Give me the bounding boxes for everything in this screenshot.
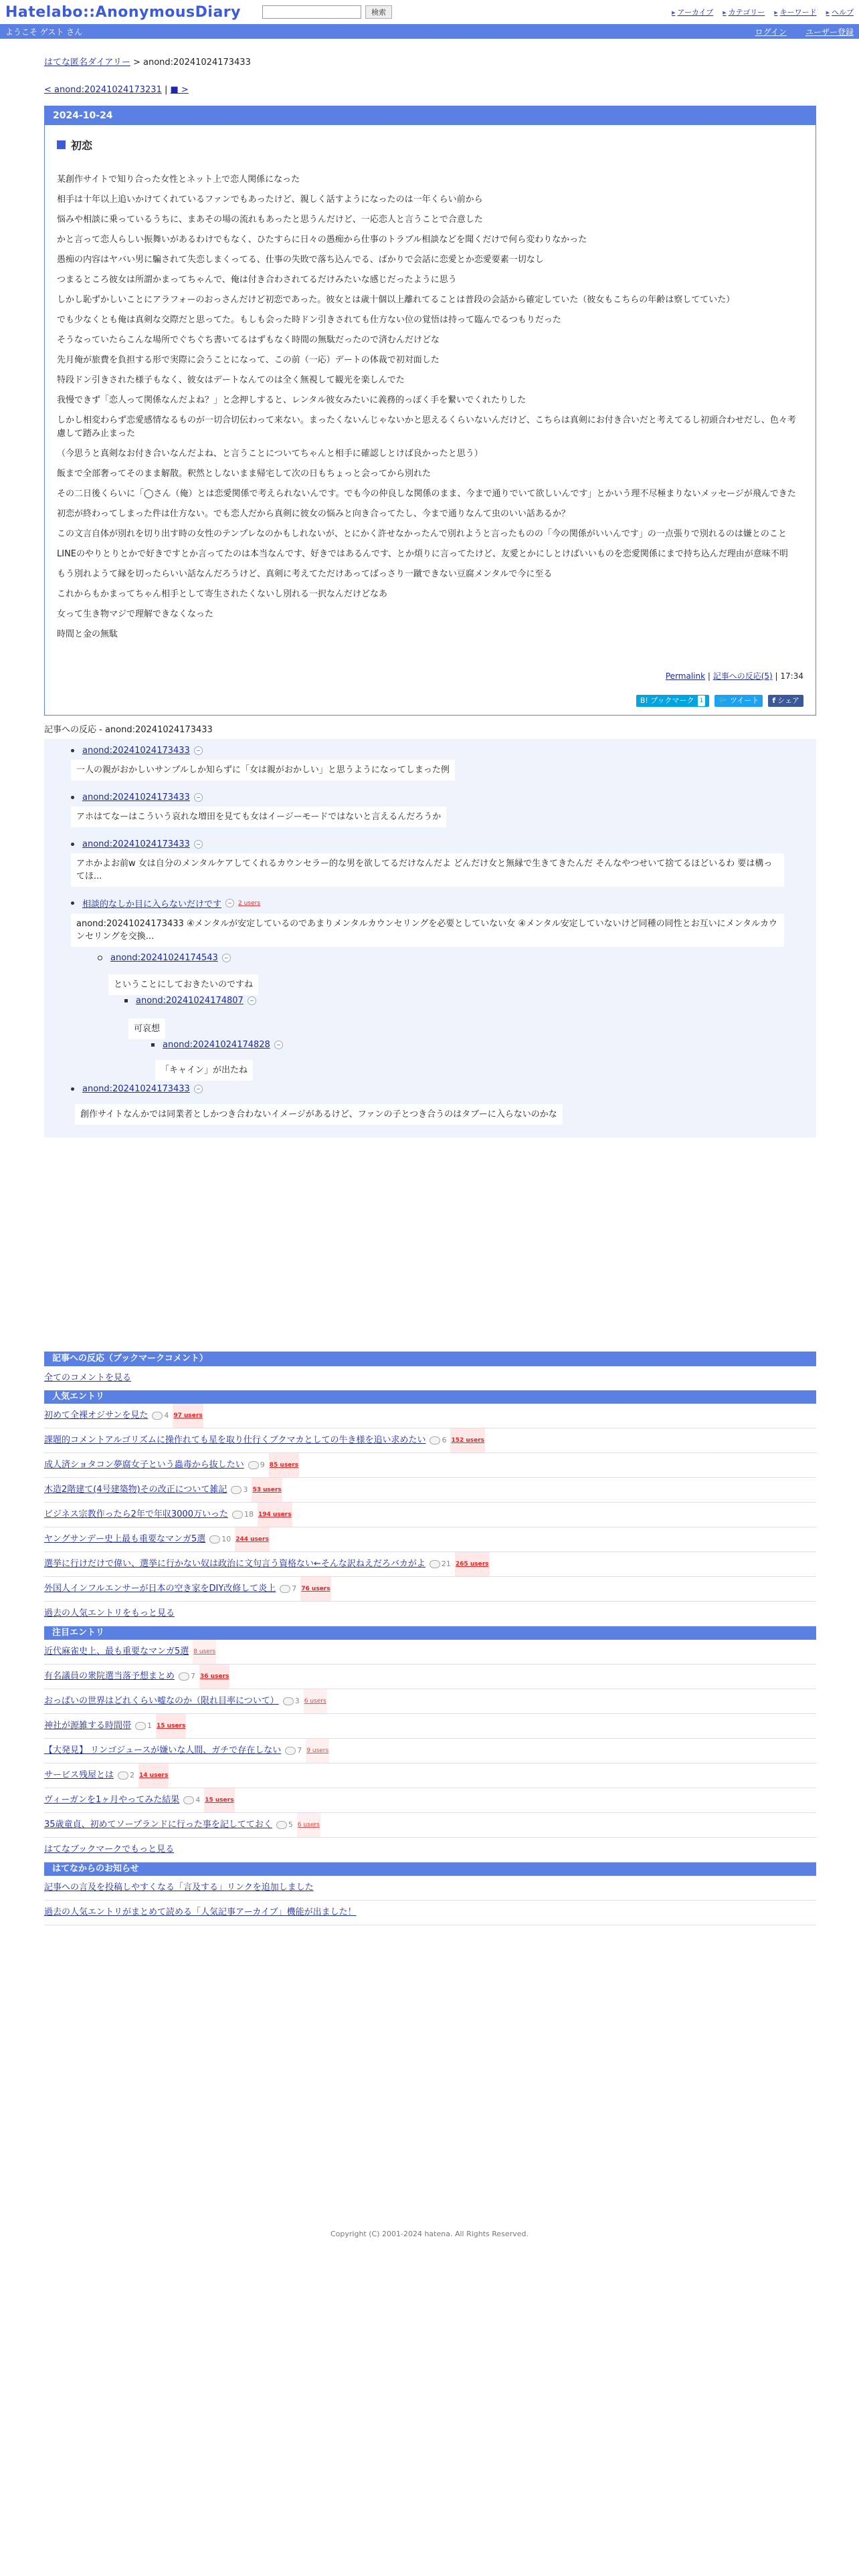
expand-icon[interactable]: − [225, 899, 234, 907]
entry-paragraph: 飯まで全部奢ってそのまま解散。釈然としないまま帰宅して次の日もちょっと会ってから別れた [57, 469, 432, 479]
reaction-title-link[interactable]: 相談的なしか目に入らないだけです [82, 899, 222, 909]
register-link[interactable]: ユーザー登録 [805, 27, 854, 37]
entry-link[interactable]: 初めて全裸オジサンを見た [44, 1410, 149, 1420]
nav-keyword-link[interactable]: ▶ キーワード [774, 7, 816, 17]
entry-paragraph: これからもかまってちゃん相手として寄生されたくないし別れる一択なんだけどなあ [57, 589, 388, 599]
entry-row [44, 1813, 816, 1838]
main-content [44, 55, 816, 1925]
reactions-title: 記事への反応 - anond:20241024173433 [44, 725, 213, 735]
entry-link[interactable]: 成人済ショタコン夢腐女子という蟲毒から抜したい [44, 1460, 244, 1470]
entry-link[interactable]: ビジネス宗教作ったら2年で年収3000万いった [44, 1509, 228, 1519]
reaction-text: 可哀想 [128, 1018, 165, 1039]
hatena-bookmark-button[interactable]: B! ブックマーク 1 [636, 695, 709, 707]
entry-link[interactable]: 近代麻雀史上、最も重要なマンガ5選 [44, 1646, 189, 1656]
entry-paragraph: 先月俺が旅費を負担する形で実際に会うことになって、この前（一応）デートの体裁で初対面した [57, 355, 440, 365]
reaction-text: 一人の親がおかしいサンプルしか知らずに「女は親がおかしい」と思うようになってしまった例 [71, 760, 455, 780]
bookmark-count: 1 [698, 695, 706, 706]
entry-footer: Permalink | 記事への反応(5) | 17:34 [665, 671, 803, 681]
entry-link[interactable]: サービス残屋とは [44, 1770, 114, 1780]
entry-paragraph: 某創作サイトで知り合った女性とネット上で恋人関係になった [57, 175, 300, 185]
noted-entries-header: 注目エントリ [44, 1626, 816, 1640]
comment-bubble-icon [135, 1722, 146, 1730]
entry-row [44, 1665, 816, 1689]
popular-more-link[interactable]: 過去の人気エントリをもっと見る [44, 1608, 175, 1618]
entry-link[interactable]: ヴィーガンを1ヶ月やってみた結果 [44, 1795, 180, 1805]
users-badge[interactable]: 6 users [297, 1813, 320, 1837]
user-bar [0, 24, 859, 39]
breadcrumb-home-link[interactable]: はてな匿名ダイアリー [44, 58, 130, 68]
users-badge[interactable]: 15 users [204, 1788, 234, 1812]
entry-time: 17:34 [780, 671, 803, 681]
top-nav [672, 7, 854, 17]
comment-count[interactable]: 4 [183, 1788, 200, 1812]
entry-paragraph: この文言自体が別れを切り出す時の女性のテンプレなのかもしれないが、とにかく許せなかったんで別れようと言ったものの「今の関係がいいんです」の一点張りで別れるのは嫌とのこと [57, 529, 787, 539]
comment-bubble-icon [283, 1697, 294, 1705]
popular-more-row [44, 1602, 816, 1626]
popular-entries-list [44, 1404, 816, 1602]
reactions-count-link[interactable]: 記事への反応(5) [712, 671, 773, 681]
entry-paragraph: 女って生き物マジで理解できなくなった [57, 609, 214, 619]
expand-icon[interactable]: − [274, 1041, 283, 1049]
comment-count[interactable]: 5 [276, 1813, 293, 1837]
share-buttons [57, 695, 803, 707]
entry-link[interactable]: 外国人インフルエンサーが日本の空き家をDIY改修して炎上 [44, 1584, 276, 1594]
reaction-text: 「キャイン」が出たね [155, 1060, 253, 1081]
search-input[interactable] [262, 5, 361, 19]
entry-paragraph: 悩みや相談に乗っているうちに、まあその場の流れもあったと思うんだけど、一応恋人と言うことで合意した [57, 215, 483, 225]
comment-count[interactable]: 2 [118, 1763, 134, 1788]
entry-row [44, 1527, 816, 1552]
reaction-link[interactable]: anond:20241024174807 [136, 996, 244, 1006]
news-link[interactable]: 過去の人気エントリがまとめて読める「人気記事アーカイブ」機能が出ました！ [44, 1907, 357, 1917]
users-badge[interactable]: 53 users [252, 1478, 282, 1502]
noted-more-link[interactable]: はてなブックマークでもっと見る [44, 1844, 175, 1854]
reaction-item [71, 897, 793, 947]
comment-bubble-icon [248, 1461, 259, 1469]
reactions-tree [44, 739, 816, 1014]
comment-bubble-icon [430, 1436, 440, 1444]
reaction-item-nested [98, 953, 231, 963]
nav-help-link[interactable]: ▶ ヘルプ [826, 7, 854, 17]
users-badge[interactable]: 14 users [138, 1763, 169, 1788]
reaction-item [71, 1084, 203, 1094]
entry-paragraph: かと言って恋人らしい振舞いがあるわけでもなく、ひたすらに日々の愚痴から仕事のトラブル相談などを聞くだけで何ら変わりなかった [57, 235, 587, 245]
users-badge[interactable]: 76 users [300, 1577, 330, 1601]
entry-paragraph: 初恋が終わってしまった件は仕方ない。でも恋人だから真剣に彼女の悩みと向き合ってたし、今まで通りなんて虫のいい話あるか？ [57, 509, 570, 519]
day-date: 2024-10-24 [45, 106, 816, 125]
reaction-text: anond:20241024173433 ④メンタルが安定しているのであまりメンタルカウンセリングを必要としていない女 ④メンタル安定していないけど同種の同性とお互いにメンタルカウンセリングを交換... [71, 914, 784, 947]
entry-row [44, 1503, 816, 1527]
welcome-text: ようこそ ゲスト さん [5, 27, 83, 37]
bookmark-comments-header: 記事への反応（ブックマークコメント） [44, 1352, 816, 1366]
reaction-text: アホかよお前w 女は自分のメンタルケアしてくれるカウンセラー的な男を欲してるだけなんだよ どんだけ女と無縁で生きてきたんだ そんなやつせいて捨てるほどいるわ 要は構ってほ... [71, 853, 784, 887]
comment-bubble-icon [231, 1486, 242, 1494]
comment-bubble-icon [276, 1821, 287, 1829]
nav-archive-link[interactable]: ▶ アーカイブ [672, 7, 713, 17]
entry-title [57, 137, 803, 152]
entry-link[interactable]: 課題的コメントアルゴリズムに操作れても星を取り仕行くブクマカとしての牛き様を追い求めたい [44, 1435, 426, 1445]
comment-bubble-icon [179, 1673, 189, 1681]
comment-count[interactable]: 9 [248, 1453, 265, 1477]
entry-paragraph: 時間と金の無駄 [57, 629, 118, 639]
comment-count[interactable]: 7 [179, 1665, 195, 1689]
users-badge[interactable]: 244 users [235, 1527, 270, 1551]
users-badge[interactable]: 15 users [156, 1714, 186, 1738]
comment-count[interactable]: 4 [152, 1404, 169, 1428]
entry-link[interactable]: ヤングサンデー史上最も重要なマンガ5選 [44, 1534, 206, 1544]
entry-row [44, 1404, 816, 1428]
entry-row [44, 1478, 816, 1503]
tweet-button[interactable]: 🐦 ツイート [714, 695, 763, 707]
nav-category-link[interactable]: ▶ カテゴリー [723, 7, 765, 17]
entry-paragraph: 愚痴の内容はヤバい男に騙されて失恋しまくってる、仕事の失敗で落ち込んでる、ばかりで会話に恋愛とか恋愛要素一切なし [57, 255, 544, 265]
entry-link[interactable]: 35歳童貞、初めてソープランドに行った事を記してておく [44, 1820, 272, 1830]
comment-count[interactable]: 10 [209, 1527, 231, 1551]
users-badge[interactable]: 6 users [304, 1689, 327, 1713]
comment-bubble-icon [430, 1560, 440, 1568]
all-comments-row [44, 1366, 816, 1390]
reaction-link[interactable]: anond:20241024174828 [163, 1040, 270, 1050]
entry-row [44, 1714, 816, 1739]
entry-link[interactable]: 神社が源雑する時間帯 [44, 1721, 132, 1731]
comment-bubble-icon [118, 1772, 128, 1780]
facebook-icon: f [772, 696, 776, 705]
login-link[interactable]: ログイン [755, 27, 787, 37]
comment-count[interactable]: 7 [285, 1739, 302, 1763]
reaction-item-nested [124, 996, 256, 1006]
twitter-bird-icon: 🐦 [719, 696, 728, 705]
users-badge[interactable]: 152 users [450, 1428, 485, 1453]
reaction-link[interactable]: anond:20241024173433 [82, 839, 190, 849]
users-badge[interactable]: 85 users [269, 1453, 299, 1477]
breadcrumb-current: anond:20241024173433 [143, 58, 251, 68]
prev-entry-link[interactable]: < anond:20241024173231 [44, 85, 162, 95]
entry-row [44, 1788, 816, 1813]
comment-bubble-icon [183, 1796, 194, 1804]
entry-link[interactable]: 木造2階建て(4号建築物)その改正について雑記 [44, 1485, 227, 1495]
reaction-text: 創作サイトなんかでは同業者としかつき合わないイメージがあるけど、ファンの子とつき合うのはタブーに入らないのかな [75, 1104, 563, 1125]
users-badge[interactable]: 8 users [193, 1640, 216, 1664]
comment-count[interactable]: 3 [231, 1478, 248, 1502]
news-item [44, 1901, 816, 1925]
users-badge[interactable]: 97 users [173, 1404, 203, 1428]
all-comments-link[interactable]: 全てのコメントを見る [44, 1373, 132, 1383]
next-entry-link[interactable]: ■ > [170, 85, 189, 95]
comment-bubble-icon [209, 1535, 220, 1543]
entry-paragraph: しかし相変わらず恋愛感情なるものが一切合切伝わって来ない。まったくないんじゃないかと思えるくらいないんだけど、こちらは真剣にお付き合いだと考えてるし初頭合わせだし、色々考慮して踏み止まった [57, 415, 796, 439]
entry-row [44, 1689, 816, 1714]
entry-paragraph: 相手は十年以上追いかけてくれているファンでもあったけど、親しく話すようになったのは一年くらい前から [57, 195, 483, 205]
users-badge[interactable]: 265 users [455, 1552, 490, 1576]
expand-icon[interactable]: − [194, 840, 203, 849]
comment-count[interactable]: 21 [430, 1552, 451, 1576]
expand-icon[interactable]: − [194, 793, 203, 802]
entry-link[interactable]: 有名議員の衆院選当落予想まとめ [44, 1671, 175, 1681]
entry-pager: < anond:20241024173231 | ■ > [44, 85, 189, 95]
reaction-link[interactable]: anond:20241024173433 [82, 1084, 190, 1094]
entry-row [44, 1552, 816, 1577]
entry-paragraph: LINEのやりとりとかで好きですとか言ってたのは本当なんです、好きではあるんです、とか煩りに言ってたけど、友愛とかにしとけばいいものを恋愛関係にまで持ち込んだ理由が意味不明 [57, 549, 788, 559]
users-badge[interactable]: 194 users [258, 1503, 292, 1527]
comment-count[interactable]: 18 [232, 1503, 254, 1527]
reaction-item-nested [151, 1040, 283, 1050]
news-item [44, 1876, 816, 1901]
comment-count[interactable]: 6 [430, 1428, 446, 1453]
expand-icon[interactable]: − [222, 954, 231, 962]
entry-link[interactable]: おっぱいの世界はどれくらい嘘なのか（限れ目率について） [44, 1696, 279, 1706]
entry-row [44, 1453, 816, 1478]
reaction-text: ということにしておきたいのですね [108, 974, 258, 995]
entry-row [44, 1763, 816, 1788]
facebook-share-button[interactable]: f シェア [768, 695, 803, 707]
reaction-link[interactable]: anond:20241024173433 [82, 746, 190, 756]
entry-paragraph: つまるところ彼女は所謂かまってちゃんで、俺は付き合わされてるだけみたいな感じだったように思う [57, 275, 457, 285]
title-square-icon [57, 140, 66, 149]
comment-count[interactable]: 1 [135, 1714, 152, 1738]
entry-row [44, 1640, 816, 1665]
users-badge[interactable]: 9 users [306, 1739, 329, 1763]
reaction-item [71, 839, 793, 887]
users-badge[interactable]: 36 users [199, 1665, 229, 1689]
expand-icon[interactable]: − [194, 746, 203, 755]
comment-bubble-icon [280, 1585, 290, 1593]
entry-row [44, 1577, 816, 1602]
copyright: Copyright (C) 2001-2024 hatena. All Rights Reserved. [330, 2230, 529, 2238]
entry-paragraph: でも少なくとも俺は真剣な交際だと思ってた。もしも会った時ドン引きされても仕方ない位の覚悟は持って臨んでるつもりだった [57, 315, 561, 325]
news-header: はてなからのお知らせ [44, 1862, 816, 1876]
comment-bubble-icon [285, 1747, 296, 1755]
entry-paragraph: （今思うと真剣なお付き合いなんだよね、と言うことについてちゃんと相手に確認しとけば良かったと思う） [57, 449, 483, 459]
entry-paragraph: しかし恥ずかしいことにアラフォーのおっさんだけど初恋であった。彼女とは歳十個以上離れてることは普段の会話から確定していた（彼女もこちらの年齢は察してていた） [57, 295, 735, 305]
entry-row [44, 1428, 816, 1453]
entry-link[interactable]: 【大発見】 リンゴジュースが嫌いな人間、ガチで存在しない [44, 1745, 282, 1755]
news-link[interactable]: 記事への言及を投稿しやすくなる「言及する」リンクを追加しました [44, 1883, 314, 1893]
noted-more-row [44, 1838, 816, 1862]
entry-paragraph: もう別れようて縁を切ったらいい話なんだろうけど、真剣に考えてただけあってばっさり一蹴できない豆腐メンタルで今に至る [57, 569, 553, 579]
diary-day [44, 106, 816, 716]
expand-icon[interactable]: − [194, 1085, 203, 1093]
reaction-item [71, 746, 455, 780]
entry-paragraph: 我慢できず「恋人って関係なんだよね？」と念押しすると、レンタル彼女みたいに義務的っぽく手を繋いでくれたりした [57, 395, 527, 405]
search-form [262, 5, 392, 19]
comment-bubble-icon [152, 1412, 163, 1420]
entry-paragraph: その二日後くらいに「◯さん（俺）とは恋愛関係で考えられないんです。でも今の仲良しな関係のまま、今まで通りでいて欲しいんです」とかいう理不尽極まりないメッセージが飛んできた [57, 489, 796, 499]
entry-row [44, 1739, 816, 1763]
reaction-item [71, 792, 446, 827]
breadcrumb: はてな匿名ダイアリー > anond:20241024173433 [44, 58, 251, 68]
comment-count[interactable]: 7 [280, 1577, 296, 1601]
popular-entries-header: 人気エントリ [44, 1390, 816, 1404]
reaction-link[interactable]: anond:20241024174543 [110, 953, 218, 963]
users-count[interactable]: 2 users [238, 899, 260, 907]
noted-entries-list [44, 1640, 816, 1838]
entry-paragraph: そうなっていたらこんな場所でぐちぐち書いてるはずもなく時間の無駄だったので済むんだけどな [57, 335, 440, 345]
reaction-text: アホはてなーはこういう哀れな増田を見ても女はイージーモードではないと言えるんだろうか [71, 807, 446, 827]
ad-space [44, 1138, 816, 1352]
entry-body [57, 170, 803, 645]
reaction-link[interactable]: anond:20241024173433 [82, 792, 190, 802]
comment-count[interactable]: 3 [283, 1689, 300, 1713]
comment-bubble-icon [232, 1511, 243, 1519]
site-logo[interactable]: Hatelabo::AnonymousDiary [5, 3, 241, 21]
site-header [0, 0, 859, 24]
expand-icon[interactable]: − [248, 996, 256, 1005]
entry-title-text[interactable]: 初恋 [71, 139, 93, 152]
reactions-tree-continued [44, 1013, 816, 1120]
entry-paragraph: 特段ドン引きされた様子もなく、彼女はデートなんてのは全く無視して観光を楽しんでた [57, 375, 405, 385]
entry-link[interactable]: 選挙に行けだけで偉い、選挙に行かない奴は政治に文句言う資格ない←そんな訳ねえだろバカがよ [44, 1559, 425, 1569]
permalink-link[interactable]: Permalink [665, 671, 706, 681]
search-button[interactable]: 検索 [365, 5, 392, 19]
